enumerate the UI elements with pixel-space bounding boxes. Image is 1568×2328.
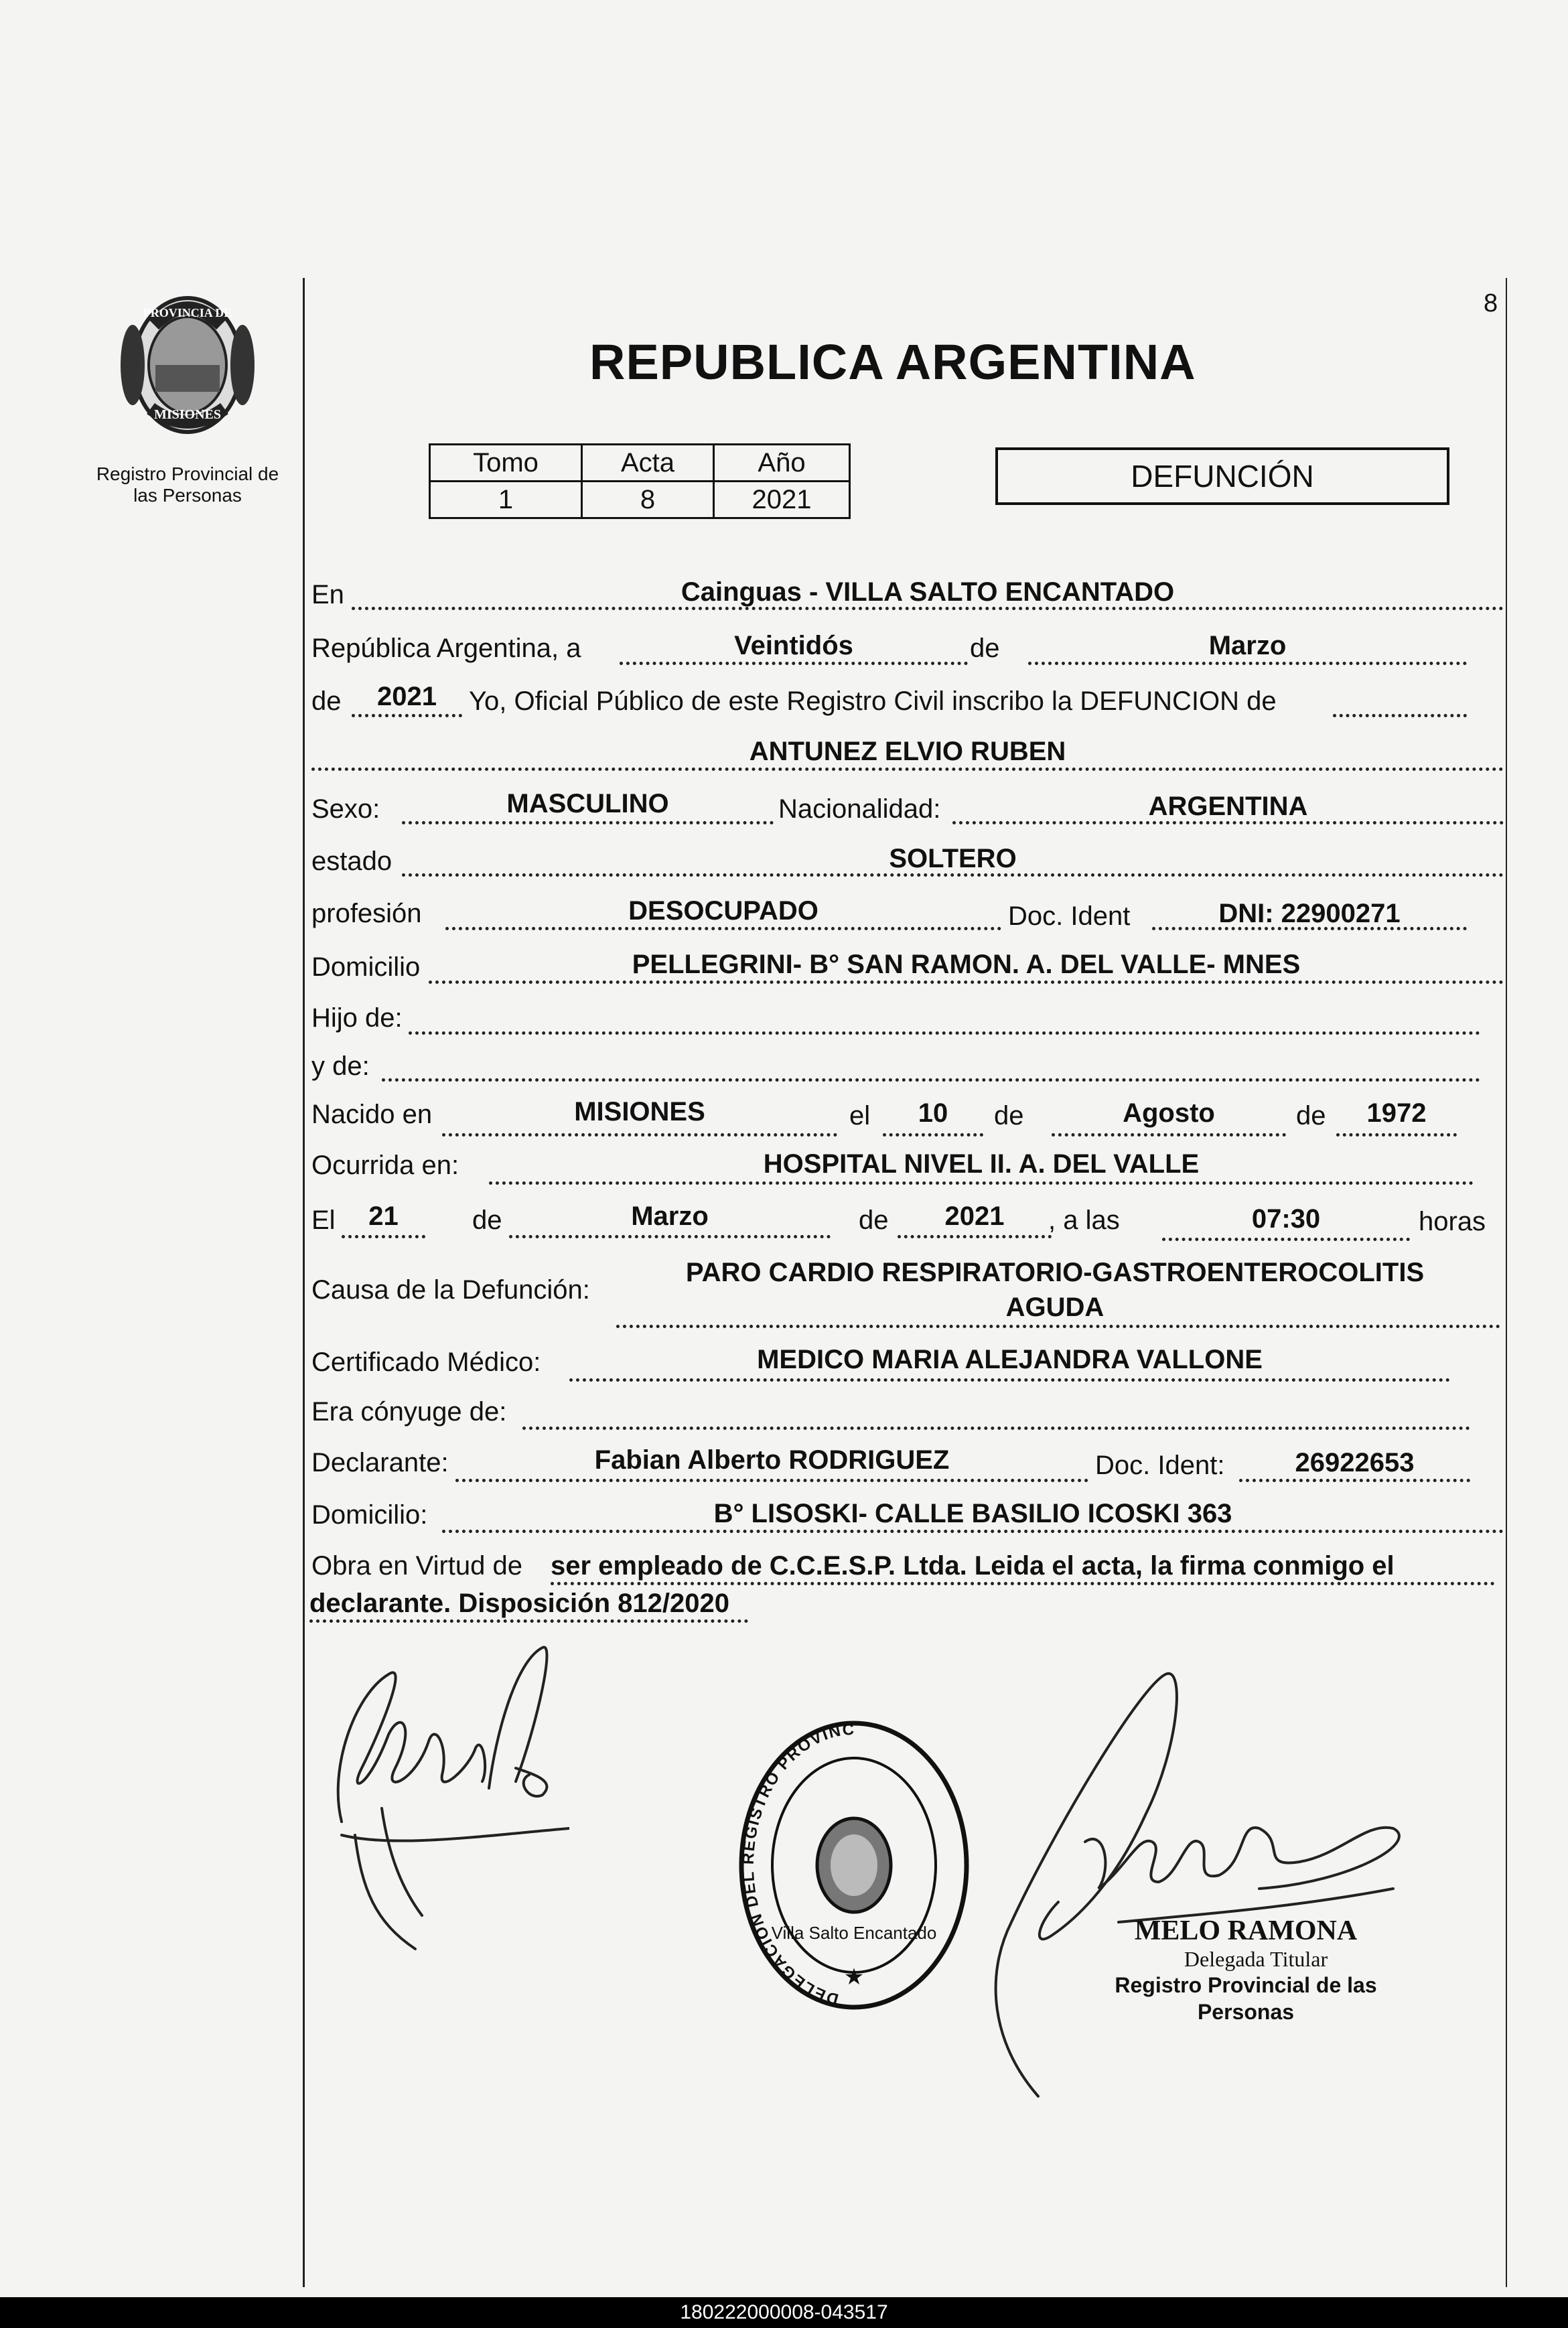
field-causa-1: PARO CARDIO RESPIRATORIO-GASTROENTEROCOLITIS — [685, 1258, 1425, 1287]
line-def-anio — [898, 1235, 1052, 1238]
line-obra-1 — [551, 1582, 1495, 1585]
officer-stamp — [1072, 1915, 1420, 2025]
line-causa — [616, 1325, 1500, 1328]
label-estado: estado — [311, 847, 393, 876]
page-number: 8 — [1484, 289, 1498, 317]
label-de-6: de — [859, 1206, 889, 1235]
label-hijo-de: Hijo de: — [311, 1003, 403, 1033]
field-declarante-domicilio: B° LISOSKI- CALLE BASILIO ICOSKI 363 — [713, 1499, 1232, 1528]
line-profesion — [445, 927, 1001, 930]
label-a-las: , a las — [1048, 1206, 1120, 1235]
line-nac-dia — [883, 1133, 983, 1137]
document-code-bar: 180222000008-043517 — [0, 2297, 1568, 2328]
seal-inner-text: Villa Salto Encantado — [771, 1923, 937, 1943]
line-sexo — [402, 821, 774, 824]
field-lugar: Cainguas - VILLA SALTO ENCANTADO — [681, 577, 1175, 607]
field-anio: 2021 — [377, 682, 437, 711]
field-mes: Marzo — [1208, 631, 1287, 660]
field-declarante-doc: 26922653 — [1295, 1448, 1415, 1477]
line-dia — [620, 662, 968, 665]
declarant-signature — [315, 1634, 569, 1956]
line-nac-mes — [1052, 1133, 1286, 1137]
line-nacido-en — [442, 1133, 837, 1137]
label-de-4: de — [1296, 1101, 1326, 1131]
label-domicilio: Domicilio — [311, 952, 421, 982]
officer-role: Delegada Titular — [1184, 1947, 1328, 1971]
anio-value: 2021 — [714, 482, 850, 518]
registry-name: Registro Provincial de las Personas — [96, 463, 279, 506]
label-domicilio-2: Domicilio: — [311, 1500, 428, 1530]
label-nacido-en: Nacido en — [311, 1100, 433, 1129]
label-obra: Obra en Virtud de — [311, 1551, 523, 1581]
label-nacionalidad: Nacionalidad: — [778, 794, 941, 824]
label-de-1: de — [970, 634, 1000, 663]
seal-star-icon: ★ — [843, 1964, 865, 1990]
line-declarante — [455, 1479, 1088, 1482]
field-dni: DNI: 22900271 — [1218, 899, 1401, 928]
field-nacido-en: MISIONES — [574, 1097, 705, 1126]
field-ocurrida-en: HOSPITAL NIVEL II. A. DEL VALLE — [763, 1149, 1200, 1179]
line-nacionalidad — [952, 821, 1504, 824]
label-certificado: Certificado Médico: — [311, 1348, 541, 1377]
field-obra-2: declarante. Disposición 812/2020 — [309, 1589, 729, 1618]
line-anio — [352, 714, 462, 717]
field-dia: Veintidós — [734, 631, 853, 660]
label-de-2: de — [311, 686, 342, 716]
officer-signature — [884, 1668, 1420, 2123]
field-causa-2: AGUDA — [1005, 1293, 1104, 1322]
line-def-mes — [509, 1235, 831, 1238]
tomo-value: 1 — [430, 482, 582, 518]
label-declarante: Declarante: — [311, 1448, 449, 1477]
line-nombre — [311, 768, 1504, 771]
province-logo — [114, 285, 261, 445]
line-def-hora — [1162, 1238, 1410, 1241]
field-estado: SOLTERO — [889, 844, 1017, 873]
line-domicilio — [429, 980, 1504, 984]
label-en: En — [311, 580, 344, 609]
acta-value: 8 — [582, 482, 714, 518]
field-profesion: DESOCUPADO — [628, 896, 818, 926]
officer-office: Registro Provincial de las Personas — [1115, 1973, 1377, 2024]
field-nac-anio: 1972 — [1366, 1098, 1427, 1128]
label-republica: República Argentina, a — [311, 634, 581, 663]
svg-text:PROVINCIA DE: PROVINCIA DE — [143, 306, 232, 319]
line-certificado — [569, 1378, 1450, 1382]
line-declarante-domicilio — [442, 1530, 1504, 1533]
record-number-table — [429, 443, 851, 519]
line-ocurrida-en — [489, 1181, 1474, 1185]
label-doc-ident: Doc. Ident — [1008, 901, 1131, 931]
field-certificado: MEDICO MARIA ALEJANDRA VALLONE — [757, 1345, 1263, 1374]
field-nacionalidad: ARGENTINA — [1148, 792, 1308, 821]
field-nac-mes: Agosto — [1123, 1098, 1215, 1128]
field-def-mes: Marzo — [631, 1202, 709, 1231]
field-def-hora: 07:30 — [1251, 1204, 1321, 1234]
label-doc-ident-2: Doc. Ident: — [1095, 1451, 1225, 1480]
line-declarante-doc — [1239, 1479, 1470, 1482]
line-hijo-de — [409, 1031, 1480, 1035]
label-horas: horas — [1419, 1207, 1486, 1236]
line-obra-2 — [309, 1619, 748, 1623]
acta-label: Acta — [582, 445, 714, 482]
line-estado — [402, 873, 1504, 877]
line-nac-anio — [1336, 1133, 1457, 1137]
line-def-dia — [342, 1235, 425, 1238]
field-def-dia: 21 — [368, 1202, 399, 1231]
label-oficial: Yo, Oficial Público de este Registro Civil inscribo la DEFUNCION de — [469, 686, 1277, 716]
field-nac-dia: 10 — [918, 1098, 948, 1128]
label-el-cap: El — [311, 1206, 336, 1235]
field-domicilio: PELLEGRINI- B° SAN RAMON. A. DEL VALLE- MNES — [632, 950, 1301, 979]
svg-text:MISIONES: MISIONES — [153, 407, 222, 422]
right-margin-line — [1506, 278, 1507, 2287]
label-conyuge: Era cónyuge de: — [311, 1397, 507, 1427]
line-mes — [1028, 662, 1467, 665]
field-obra-1: ser empleado de C.C.E.S.P. Ltda. Leida el acta, la firma conmigo el — [551, 1551, 1395, 1581]
field-def-anio: 2021 — [944, 1202, 1005, 1231]
field-nombre: ANTUNEZ ELVIO RUBEN — [749, 737, 1066, 766]
field-declarante: Fabian Alberto RODRIGUEZ — [594, 1445, 950, 1475]
left-margin-line — [303, 278, 305, 2287]
page-title: REPUBLICA ARGENTINA — [589, 334, 1196, 390]
label-ocurrida-en: Ocurrida en: — [311, 1151, 459, 1180]
tomo-label: Tomo — [430, 445, 582, 482]
officer-name: MELO RAMONA — [1134, 1915, 1358, 1946]
line-conyuge — [522, 1427, 1470, 1430]
label-profesion: profesión — [311, 899, 422, 928]
line-oficial-end — [1333, 714, 1467, 717]
label-sexo: Sexo: — [311, 794, 380, 824]
anio-label: Año — [714, 445, 850, 482]
label-de-5: de — [472, 1206, 502, 1235]
label-y-de: y de: — [311, 1051, 370, 1081]
label-de-3: de — [994, 1101, 1024, 1131]
field-sexo: MASCULINO — [506, 789, 669, 818]
line-y-de — [382, 1078, 1480, 1082]
seal-ring-text: DELEGACION DEL REGISTRO PROVINC — [739, 1720, 856, 2009]
label-causa: Causa de la Defunción: — [311, 1275, 590, 1305]
label-el: el — [849, 1101, 871, 1131]
record-type-box: DEFUNCIÓN — [995, 447, 1449, 505]
line-lugar — [352, 607, 1504, 610]
